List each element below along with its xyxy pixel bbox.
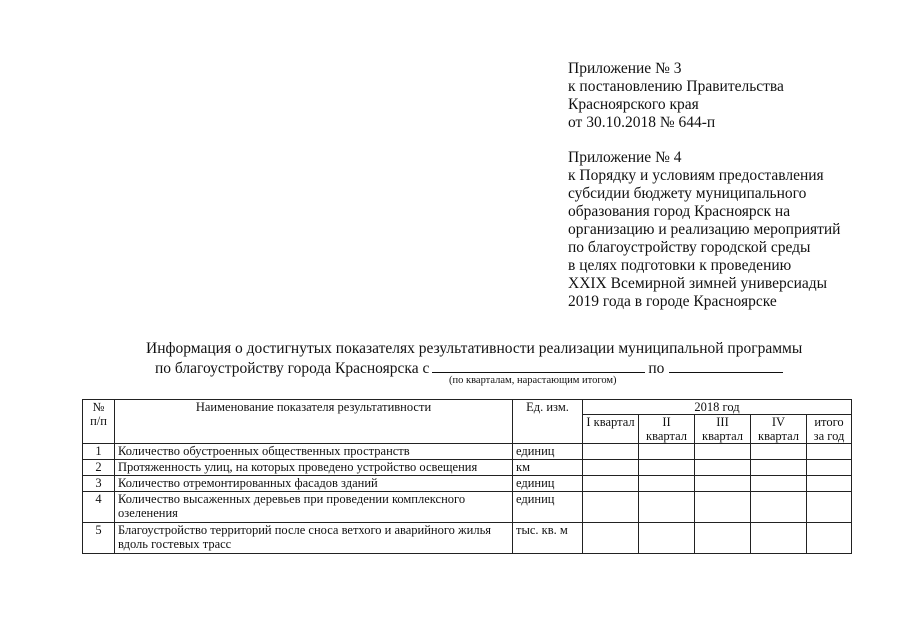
- header-year-total: итого за год: [807, 415, 852, 444]
- header-quarter-3: III квартал: [695, 415, 751, 444]
- table-header-row: [83, 400, 852, 415]
- value-cell: [695, 460, 751, 476]
- header-quarter-4: IV квартал: [751, 415, 807, 444]
- appendix-4-line: образования город Красноярск на: [568, 203, 791, 220]
- value-cell: [583, 492, 639, 523]
- value-cell: [751, 460, 807, 476]
- value-cell: [639, 444, 695, 460]
- row-name: Протяженность улиц, на которых проведено устройство освещения: [115, 460, 513, 476]
- value-cell: [583, 444, 639, 460]
- appendix-4-block: [568, 149, 840, 311]
- appendix-3-block: [568, 60, 784, 132]
- value-cell: [751, 492, 807, 523]
- row-num: 4: [83, 492, 115, 523]
- row-num: 2: [83, 460, 115, 476]
- row-name: Количество обустроенных общественных пространств: [115, 444, 513, 460]
- row-num: 5: [83, 523, 115, 554]
- value-cell: [807, 476, 852, 492]
- value-cell: [695, 444, 751, 460]
- appendix-4-line: 2019 года в городе Красноярске: [568, 293, 777, 310]
- date-to-blank: [669, 358, 783, 373]
- table-row: [83, 476, 852, 492]
- header-quarter-1: I квартал: [583, 415, 639, 444]
- value-cell: [807, 460, 852, 476]
- title-line-2-prefix: по благоустройству города Красноярска с: [155, 360, 430, 377]
- value-cell: [695, 492, 751, 523]
- row-name: Благоустройство территорий после сноса ветхого и аварийного жилья вдоль гостевых трасс: [115, 523, 513, 554]
- table-row: [83, 444, 852, 460]
- value-cell: [751, 444, 807, 460]
- value-cell: [751, 476, 807, 492]
- date-from-blank: [432, 358, 645, 373]
- appendix-3-line: к постановлению Правительства: [568, 78, 784, 95]
- period-note: (по кварталам, нарастающим итогом): [449, 375, 617, 386]
- row-unit: км: [513, 460, 583, 476]
- appendix-4-line: субсидии бюджету муниципального: [568, 185, 807, 202]
- value-cell: [583, 476, 639, 492]
- appendix-4-line: Приложение № 4: [568, 149, 682, 166]
- appendix-4-line: организацию и реализацию мероприятий: [568, 221, 841, 238]
- value-cell: [807, 444, 852, 460]
- title-line-2-mid: по: [648, 360, 665, 377]
- appendix-3-line: от 30.10.2018 № 644-п: [568, 114, 716, 131]
- row-num: 1: [83, 444, 115, 460]
- appendix-4-line: XXIX Всемирной зимней универсиады: [568, 275, 828, 292]
- table-row: [83, 460, 852, 476]
- value-cell: [639, 523, 695, 554]
- appendix-4-line: в целях подготовки к проведению: [568, 257, 792, 274]
- value-cell: [695, 523, 751, 554]
- table-row: [83, 492, 852, 523]
- row-name: Количество отремонтированных фасадов зданий: [115, 476, 513, 492]
- value-cell: [751, 523, 807, 554]
- indicators-table: [82, 399, 852, 554]
- header-num: № п/п: [83, 400, 115, 444]
- row-unit: единиц: [513, 476, 583, 492]
- value-cell: [583, 460, 639, 476]
- header-name: Наименование показателя результативности: [115, 400, 513, 444]
- value-cell: [639, 476, 695, 492]
- value-cell: [639, 492, 695, 523]
- row-name: Количество высаженных деревьев при проведении комплексного озеленения: [115, 492, 513, 523]
- value-cell: [695, 476, 751, 492]
- row-unit: тыс. кв. м: [513, 523, 583, 554]
- row-unit: единиц: [513, 492, 583, 523]
- row-num: 3: [83, 476, 115, 492]
- row-unit: единиц: [513, 444, 583, 460]
- value-cell: [639, 460, 695, 476]
- appendix-4-line: к Порядку и условиям предоставления: [568, 167, 824, 184]
- header-quarter-2: II квартал: [639, 415, 695, 444]
- appendix-3-line: Приложение № 3: [568, 60, 682, 77]
- title-line-1: Информация о достигнутых показателях результативности реализации муниципальной программы: [146, 340, 803, 357]
- value-cell: [807, 492, 852, 523]
- appendix-3-line: Красноярского края: [568, 96, 699, 113]
- value-cell: [583, 523, 639, 554]
- appendix-4-line: по благоустройству городской среды: [568, 239, 811, 256]
- value-cell: [807, 523, 852, 554]
- header-year: 2018 год: [583, 400, 852, 415]
- header-unit: Ед. изм.: [513, 400, 583, 444]
- table-row: [83, 523, 852, 554]
